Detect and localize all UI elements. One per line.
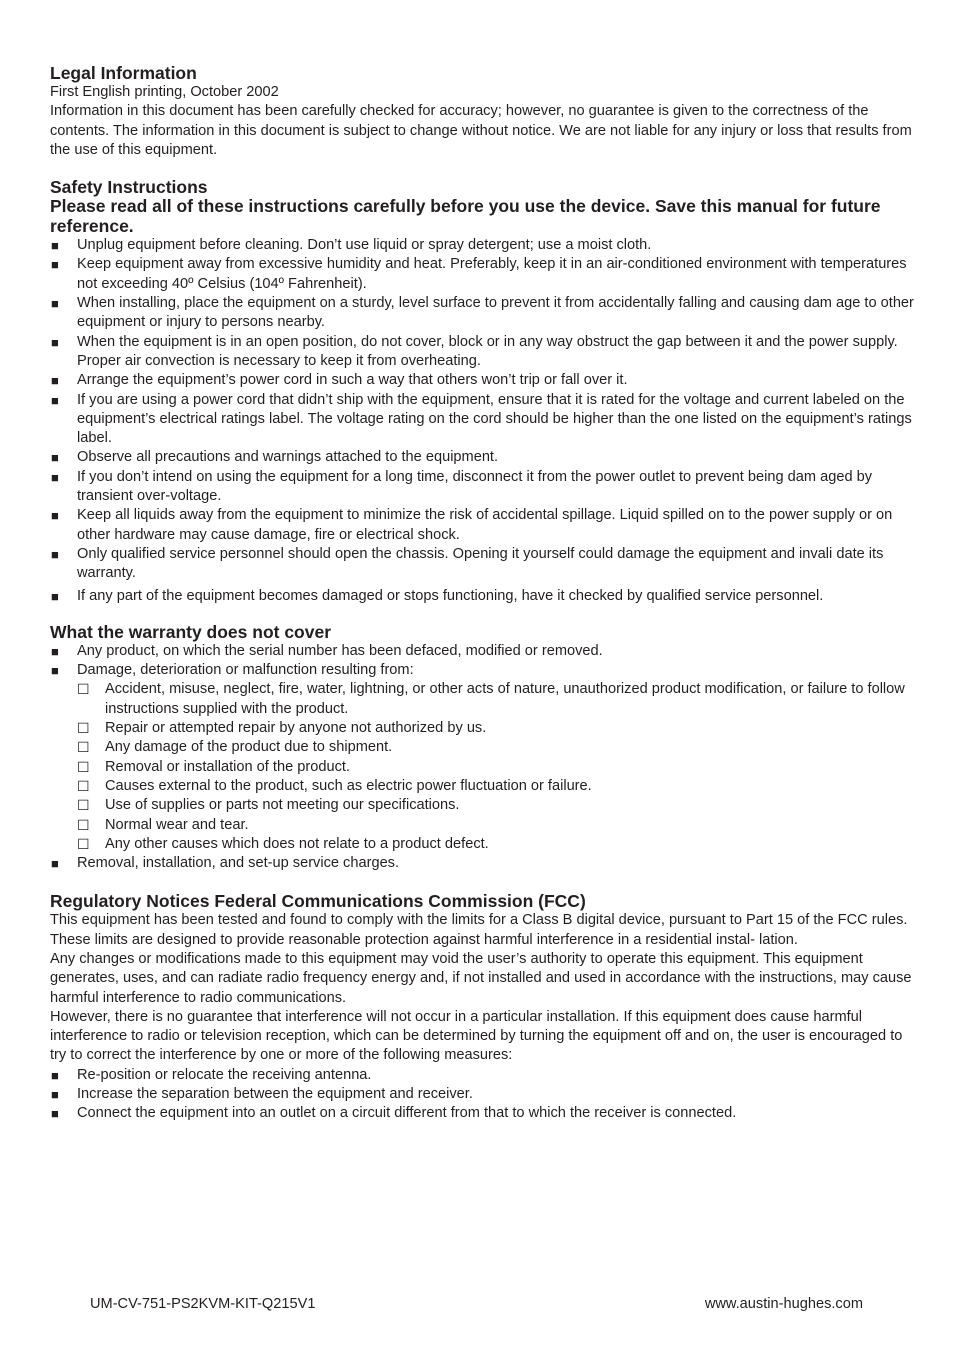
list-item [50, 587, 914, 606]
list-item-text: If you are using a power cord that didn’t ship with the equipment, ensure that it is rated for the voltage and current labeled on the equipment’s electrical ratings label. The voltage rating on the cord should be higher than the one listed on the equipment’s ratings label. [77, 391, 912, 447]
list-item-text: When installing, place the equipment on a sturdy, level surface to prevent it from accidentally falling and causing dam age to other equipment or injury to persons nearby. [77, 295, 914, 331]
list-item-text: Damage, deterioration or malfunction resulting from: [77, 662, 414, 679]
square-bullet-icon: ■ [51, 663, 59, 679]
sublist-item-text: Any other causes which does not relate to a product defect. [105, 835, 489, 852]
empty-checkbox-icon: ☐ [77, 739, 90, 756]
square-bullet-icon: ■ [51, 296, 59, 312]
footer-website: www.austin-hughes.com [704, 1296, 863, 1312]
square-bullet-icon: ■ [51, 257, 59, 273]
list-item-text: Re-position or relocate the receiving antenna. [77, 1066, 372, 1083]
square-bullet-icon: ■ [51, 1087, 59, 1103]
sublist-item [50, 680, 914, 719]
square-bullet-icon: ■ [51, 373, 59, 389]
square-bullet-icon: ■ [51, 508, 59, 524]
list-item [50, 1085, 914, 1104]
sublist-item [50, 719, 914, 738]
warranty-list [50, 642, 914, 681]
sublist-item-text: Removal or installation of the product. [105, 758, 350, 775]
safety-subtitle: Please read all of these instructions carefully before you use the device. Save this manual for future reference. [50, 196, 881, 236]
empty-checkbox-icon: ☐ [77, 720, 90, 737]
empty-checkbox-icon: ☐ [77, 797, 90, 814]
empty-checkbox-icon: ☐ [77, 777, 90, 794]
list-item-text: Removal, installation, and set-up service charges. [77, 855, 400, 872]
warranty-list-tail [50, 854, 914, 873]
square-bullet-icon: ■ [51, 334, 59, 350]
list-item-text: Any product, on which the serial number has been defaced, modified or removed. [77, 642, 603, 659]
list-item-text: When the equipment is in an open position, do not cover, block or in any way obstruct the gap between it and the power supply. Proper air convection is necessary to keep it from overheating. [77, 333, 898, 369]
empty-checkbox-icon: ☐ [77, 681, 90, 698]
sublist-item [50, 738, 914, 757]
fcc-measures-list [50, 1066, 914, 1124]
list-item [50, 236, 914, 255]
square-bullet-icon: ■ [51, 392, 59, 408]
list-item-text: If any part of the equipment becomes damaged or stops functioning, have it checked by qualified service personnel. [77, 587, 824, 604]
document-page [50, 63, 914, 1124]
empty-checkbox-icon: ☐ [77, 835, 90, 852]
list-item [50, 545, 914, 584]
empty-checkbox-icon: ☐ [77, 758, 90, 775]
sublist-item-text: Repair or attempted repair by anyone not authorized by us. [105, 720, 487, 737]
list-item [50, 333, 914, 372]
warranty-title: What the warranty does not cover [50, 621, 332, 642]
square-bullet-icon: ■ [51, 856, 59, 872]
list-item-text: Keep all liquids away from the equipment to minimize the risk of accidental spillage. Liquid spilled on to the power supply or on other hardware may cause damage, fire or electrical shock. [77, 507, 893, 543]
safety-list [50, 236, 914, 606]
sublist-item-text: Accident, misuse, neglect, fire, water, lightning, or other acts of nature, unauthorized product modification, or failure to follow instructions supplied with the product. [105, 681, 905, 717]
square-bullet-icon: ■ [51, 450, 59, 466]
fcc-paragraph: However, there is no guarantee that interference will not occur in a particular installation. If this equipment does cause harmful interference to radio or television reception, which can be determined by turning the equipment off and on, the user is encouraged to try to correct the interference by one or more of the following measures: [50, 1008, 903, 1064]
legal-disclaimer: Information in this document has been carefully checked for accuracy; however, no guarantee is given to the correctness of the contents. The information in this document is subject to change without notice. We are not liable for any injury or loss that results from the use of this equipment. [50, 103, 912, 158]
list-item [50, 1104, 914, 1123]
square-bullet-icon: ■ [51, 643, 59, 659]
list-item [50, 448, 914, 467]
fcc-paragraph: Any changes or modifications made to this equipment may void the user’s authority to operate this equipment. This equipment generates, uses, and can radiate radio frequency energy and, if not installed and used in accordance with the instructions, may cause harmful interference to radio communications. [50, 950, 912, 1006]
sublist-item-text: Normal wear and tear. [105, 816, 249, 833]
sublist-item-text: Any damage of the product due to shipment. [105, 739, 393, 756]
square-bullet-icon: ■ [51, 546, 59, 562]
sublist-item [50, 816, 914, 835]
list-item-text: If you don’t intend on using the equipment for a long time, disconnect it from the power outlet to prevent being dam aged by transient over-voltage. [77, 468, 873, 505]
safety-title: Safety Instructions [50, 177, 208, 198]
list-item-text: Observe all precautions and warnings attached to the equipment. [77, 449, 499, 466]
sublist-item-text: Use of supplies or parts not meeting our specifications. [105, 797, 460, 814]
list-item [50, 1066, 914, 1085]
empty-checkbox-icon: ☐ [77, 816, 90, 833]
square-bullet-icon: ■ [51, 1106, 59, 1122]
list-item-text: Increase the separation between the equipment and receiver. [77, 1086, 473, 1103]
list-item-text: Connect the equipment into an outlet on a circuit different from that to which the receiver is connected. [77, 1105, 737, 1122]
square-bullet-icon: ■ [51, 469, 59, 485]
list-item [50, 391, 914, 449]
list-item [50, 642, 914, 661]
list-item-text: Only qualified service personnel should open the chassis. Opening it yourself could damage the equipment and invali date its warranty. [77, 545, 884, 582]
list-item [50, 371, 914, 390]
list-item-text: Keep equipment away from excessive humidity and heat. Preferably, keep it in an air-conditioned environment with temperatures not exceeding 40º Celsius (104º Fahrenheit). [77, 256, 907, 292]
legal-printing-line: First English printing, October 2002 [50, 84, 279, 100]
sublist-item [50, 796, 914, 815]
fcc-paragraph: This equipment has been tested and found to comply with the limits for a Class B digital device, pursuant to Part 15 of the FCC rules. These limits are designed to provide reasonable protection against harmful interference in a residential instal- lation. [50, 912, 908, 948]
fcc-title: Regulatory Notices Federal Communications Commission (FCC) [50, 891, 586, 912]
footer-document-code: UM-CV-751-PS2KVM-KIT-Q215V1 [90, 1296, 316, 1312]
list-item [50, 255, 914, 294]
list-item [50, 506, 914, 545]
sublist-item [50, 835, 914, 854]
warranty-sublist [50, 680, 914, 854]
list-item [50, 468, 914, 507]
list-item [50, 294, 914, 333]
sublist-item-text: Causes external to the product, such as electric power fluctuation or failure. [105, 777, 592, 794]
square-bullet-icon: ■ [51, 588, 59, 604]
sublist-item [50, 758, 914, 777]
sublist-item [50, 777, 914, 796]
list-item [50, 854, 914, 873]
list-item-text: Unplug equipment before cleaning. Don’t use liquid or spray detergent; use a moist cloth. [77, 237, 652, 254]
list-item-text: Arrange the equipment’s power cord in such a way that others won’t trip or fall over it. [77, 372, 628, 389]
square-bullet-icon: ■ [51, 238, 59, 254]
legal-title: Legal Information [50, 63, 197, 83]
square-bullet-icon: ■ [51, 1067, 59, 1083]
list-item [50, 661, 914, 680]
